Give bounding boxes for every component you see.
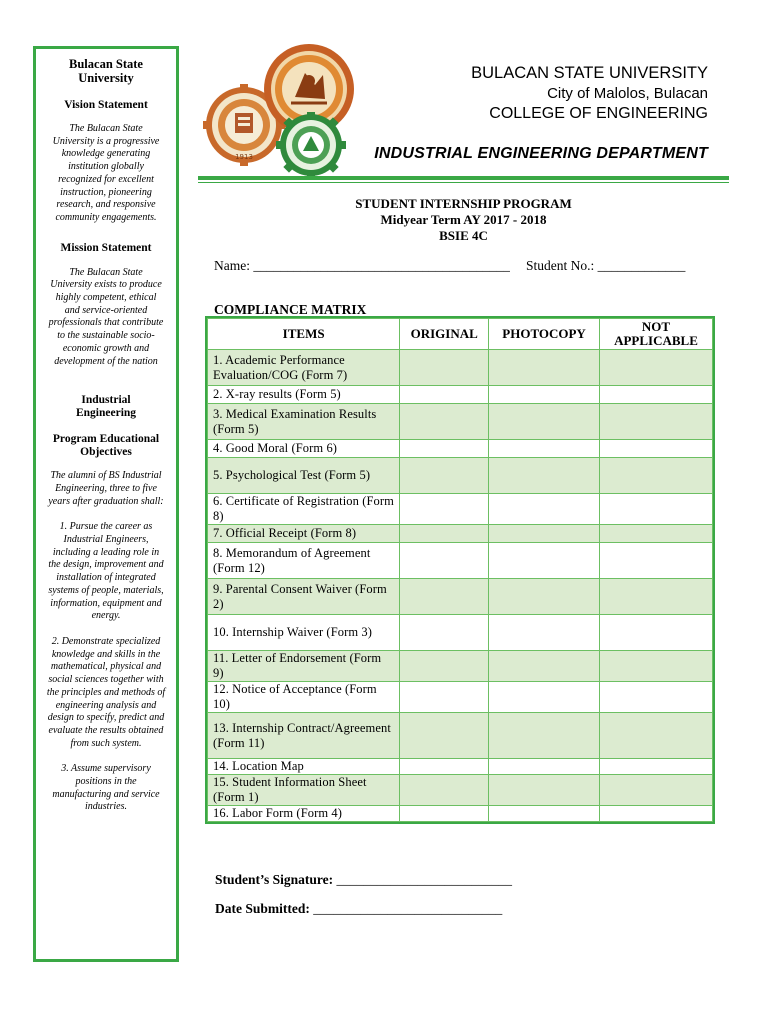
header-photocopy: PHOTOCOPY bbox=[489, 319, 600, 350]
matrix-item: 8. Memorandum of Agreement (Form 12) bbox=[208, 543, 400, 579]
photocopy-cell[interactable] bbox=[489, 806, 600, 822]
photocopy-cell[interactable] bbox=[489, 525, 600, 543]
industrial-gear-logo-icon bbox=[272, 112, 350, 178]
vision-heading: Vision Statement bbox=[64, 99, 148, 111]
photocopy-cell[interactable] bbox=[489, 775, 600, 806]
table-row bbox=[208, 543, 713, 579]
peo-heading: Program Educational Objectives bbox=[52, 433, 160, 459]
date-line bbox=[215, 901, 502, 917]
header-city: City of Malolos, Bulacan bbox=[547, 85, 708, 102]
table-row bbox=[208, 386, 713, 404]
peo-item-1: 1. Pursue the career as Industrial Engineers, including a leading role in the design, improvement and installation of integrated systems of people, materials, information, equipment and energy. bbox=[48, 521, 164, 622]
original-cell[interactable] bbox=[400, 615, 489, 651]
seal-left-year: 1913 bbox=[235, 153, 253, 161]
photocopy-cell[interactable] bbox=[489, 494, 600, 525]
student-number-field[interactable]: Student No.: _____________ bbox=[526, 258, 686, 273]
peo-item-2: 2. Demonstrate specialized knowledge and skills in the mathematical, physical and social sciences together with the principles and methods of engineering analysis and design to specify, predict and evaluate the results obtained from such system. bbox=[46, 635, 166, 749]
not-applicable-cell[interactable] bbox=[599, 350, 712, 386]
photocopy-cell[interactable] bbox=[489, 458, 600, 494]
program-section: BSIE 4C bbox=[439, 228, 488, 243]
header-university: BULACAN STATE UNIVERSITY bbox=[471, 64, 708, 82]
table-row bbox=[208, 494, 713, 525]
not-applicable-cell[interactable] bbox=[599, 713, 712, 759]
table-row bbox=[208, 759, 713, 775]
table-row bbox=[208, 458, 713, 494]
not-applicable-cell[interactable] bbox=[599, 682, 712, 713]
program-title: STUDENT INTERNSHIP PROGRAM bbox=[355, 196, 572, 211]
photocopy-cell[interactable] bbox=[489, 404, 600, 440]
photocopy-cell[interactable] bbox=[489, 543, 600, 579]
matrix-item: 5. Psychological Test (Form 5) bbox=[208, 458, 400, 494]
original-cell[interactable] bbox=[400, 543, 489, 579]
matrix-item: 12. Notice of Acceptance (Form 10) bbox=[208, 682, 400, 713]
original-cell[interactable] bbox=[400, 775, 489, 806]
matrix-item: 14. Location Map bbox=[208, 759, 400, 775]
original-cell[interactable] bbox=[400, 759, 489, 775]
original-cell[interactable] bbox=[400, 386, 489, 404]
header-college: COLLEGE OF ENGINEERING bbox=[489, 105, 708, 122]
header-divider bbox=[198, 176, 729, 180]
not-applicable-cell[interactable] bbox=[599, 651, 712, 682]
table-row bbox=[208, 651, 713, 682]
not-applicable-cell[interactable] bbox=[599, 494, 712, 525]
header-department: INDUSTRIAL ENGINEERING DEPARTMENT bbox=[374, 145, 708, 162]
table-row bbox=[208, 350, 713, 386]
not-applicable-cell[interactable] bbox=[599, 806, 712, 822]
table-row bbox=[208, 440, 713, 458]
program-term: Midyear Term AY 2017 - 2018 bbox=[380, 212, 547, 227]
not-applicable-cell[interactable] bbox=[599, 615, 712, 651]
vision-text: The Bulacan State University is a progressive knowledge generating institution globally recognized for excellent instruction, pioneering research, and responsive community engagements. bbox=[52, 123, 160, 223]
table-row bbox=[208, 579, 713, 615]
original-cell[interactable] bbox=[400, 458, 489, 494]
not-applicable-cell[interactable] bbox=[599, 386, 712, 404]
original-cell[interactable] bbox=[400, 713, 489, 759]
original-cell[interactable] bbox=[400, 440, 489, 458]
header-divider-thin bbox=[198, 182, 729, 183]
name-field[interactable]: Name: ______________________________________ bbox=[214, 258, 510, 273]
date-field[interactable]: ____________________________ bbox=[313, 901, 503, 916]
header-not-applicable: NOT APPLICABLE bbox=[599, 319, 712, 350]
matrix-item: 11. Letter of Endorsement (Form 9) bbox=[208, 651, 400, 682]
table-row bbox=[208, 682, 713, 713]
header-items: ITEMS bbox=[208, 319, 400, 350]
photocopy-cell[interactable] bbox=[489, 579, 600, 615]
matrix-item: 3. Medical Examination Results (Form 5) bbox=[208, 404, 400, 440]
not-applicable-cell[interactable] bbox=[599, 775, 712, 806]
table-row bbox=[208, 775, 713, 806]
not-applicable-cell[interactable] bbox=[599, 458, 712, 494]
table-row bbox=[208, 615, 713, 651]
photocopy-cell[interactable] bbox=[489, 615, 600, 651]
matrix-title: COMPLIANCE MATRIX bbox=[214, 302, 367, 317]
sidebar-panel bbox=[33, 46, 179, 962]
table-header-row bbox=[208, 319, 713, 350]
not-applicable-cell[interactable] bbox=[599, 525, 712, 543]
original-cell[interactable] bbox=[400, 651, 489, 682]
table-row bbox=[208, 806, 713, 822]
original-cell[interactable] bbox=[400, 404, 489, 440]
mission-text: The Bulacan State University exists to produce highly competent, ethical and service-oriented professionals that contribute to the sustainable socio-economic growth and development of the nation bbox=[48, 266, 164, 367]
matrix-item: 10. Internship Waiver (Form 3) bbox=[208, 615, 400, 651]
signature-field[interactable]: __________________________ bbox=[336, 872, 513, 887]
signature-line bbox=[215, 872, 512, 888]
signature-label: Student’s Signature: bbox=[215, 872, 337, 887]
photocopy-cell[interactable] bbox=[489, 759, 600, 775]
mission-heading: Mission Statement bbox=[60, 241, 152, 254]
original-cell[interactable] bbox=[400, 682, 489, 713]
header-original: ORIGINAL bbox=[400, 319, 489, 350]
matrix-item: 15. Student Information Sheet (Form 1) bbox=[208, 775, 400, 806]
matrix-item: 16. Labor Form (Form 4) bbox=[208, 806, 400, 822]
photocopy-cell[interactable] bbox=[489, 350, 600, 386]
not-applicable-cell[interactable] bbox=[599, 404, 712, 440]
photocopy-cell[interactable] bbox=[489, 386, 600, 404]
matrix-item: 4. Good Moral (Form 6) bbox=[208, 440, 400, 458]
matrix-item: 7. Official Receipt (Form 8) bbox=[208, 525, 400, 543]
photocopy-cell[interactable] bbox=[489, 651, 600, 682]
not-applicable-cell[interactable] bbox=[599, 759, 712, 775]
original-cell[interactable] bbox=[400, 350, 489, 386]
original-cell[interactable] bbox=[400, 525, 489, 543]
sidebar-university: Bulacan State University bbox=[69, 57, 143, 85]
matrix-item: 6. Certificate of Registration (Form 8) bbox=[208, 494, 400, 525]
photocopy-cell[interactable] bbox=[489, 440, 600, 458]
original-cell[interactable] bbox=[400, 806, 489, 822]
not-applicable-cell[interactable] bbox=[599, 440, 712, 458]
compliance-matrix-table bbox=[207, 318, 713, 822]
original-cell[interactable] bbox=[400, 579, 489, 615]
program-heading: Industrial Engineering bbox=[75, 394, 137, 420]
matrix-item: 9. Parental Consent Waiver (Form 2) bbox=[208, 579, 400, 615]
date-label: Date Submitted: bbox=[215, 901, 314, 916]
not-applicable-cell[interactable] bbox=[599, 579, 712, 615]
matrix-item: 2. X-ray results (Form 5) bbox=[208, 386, 400, 404]
photocopy-cell[interactable] bbox=[489, 713, 600, 759]
photocopy-cell[interactable] bbox=[489, 682, 600, 713]
peo-item-3: 3. Assume supervisory positions in the manufacturing and service industries. bbox=[52, 763, 160, 813]
original-cell[interactable] bbox=[400, 494, 489, 525]
table-row bbox=[208, 525, 713, 543]
table-row bbox=[208, 404, 713, 440]
not-applicable-cell[interactable] bbox=[599, 543, 712, 579]
table-row bbox=[208, 713, 713, 759]
matrix-item: 1. Academic Performance Evaluation/COG (Form 7) bbox=[208, 350, 400, 386]
matrix-item: 13. Internship Contract/Agreement (Form 11) bbox=[208, 713, 400, 759]
peo-intro: The alumni of BS Industrial Engineering, three to five years after graduation shall: bbox=[48, 470, 164, 507]
